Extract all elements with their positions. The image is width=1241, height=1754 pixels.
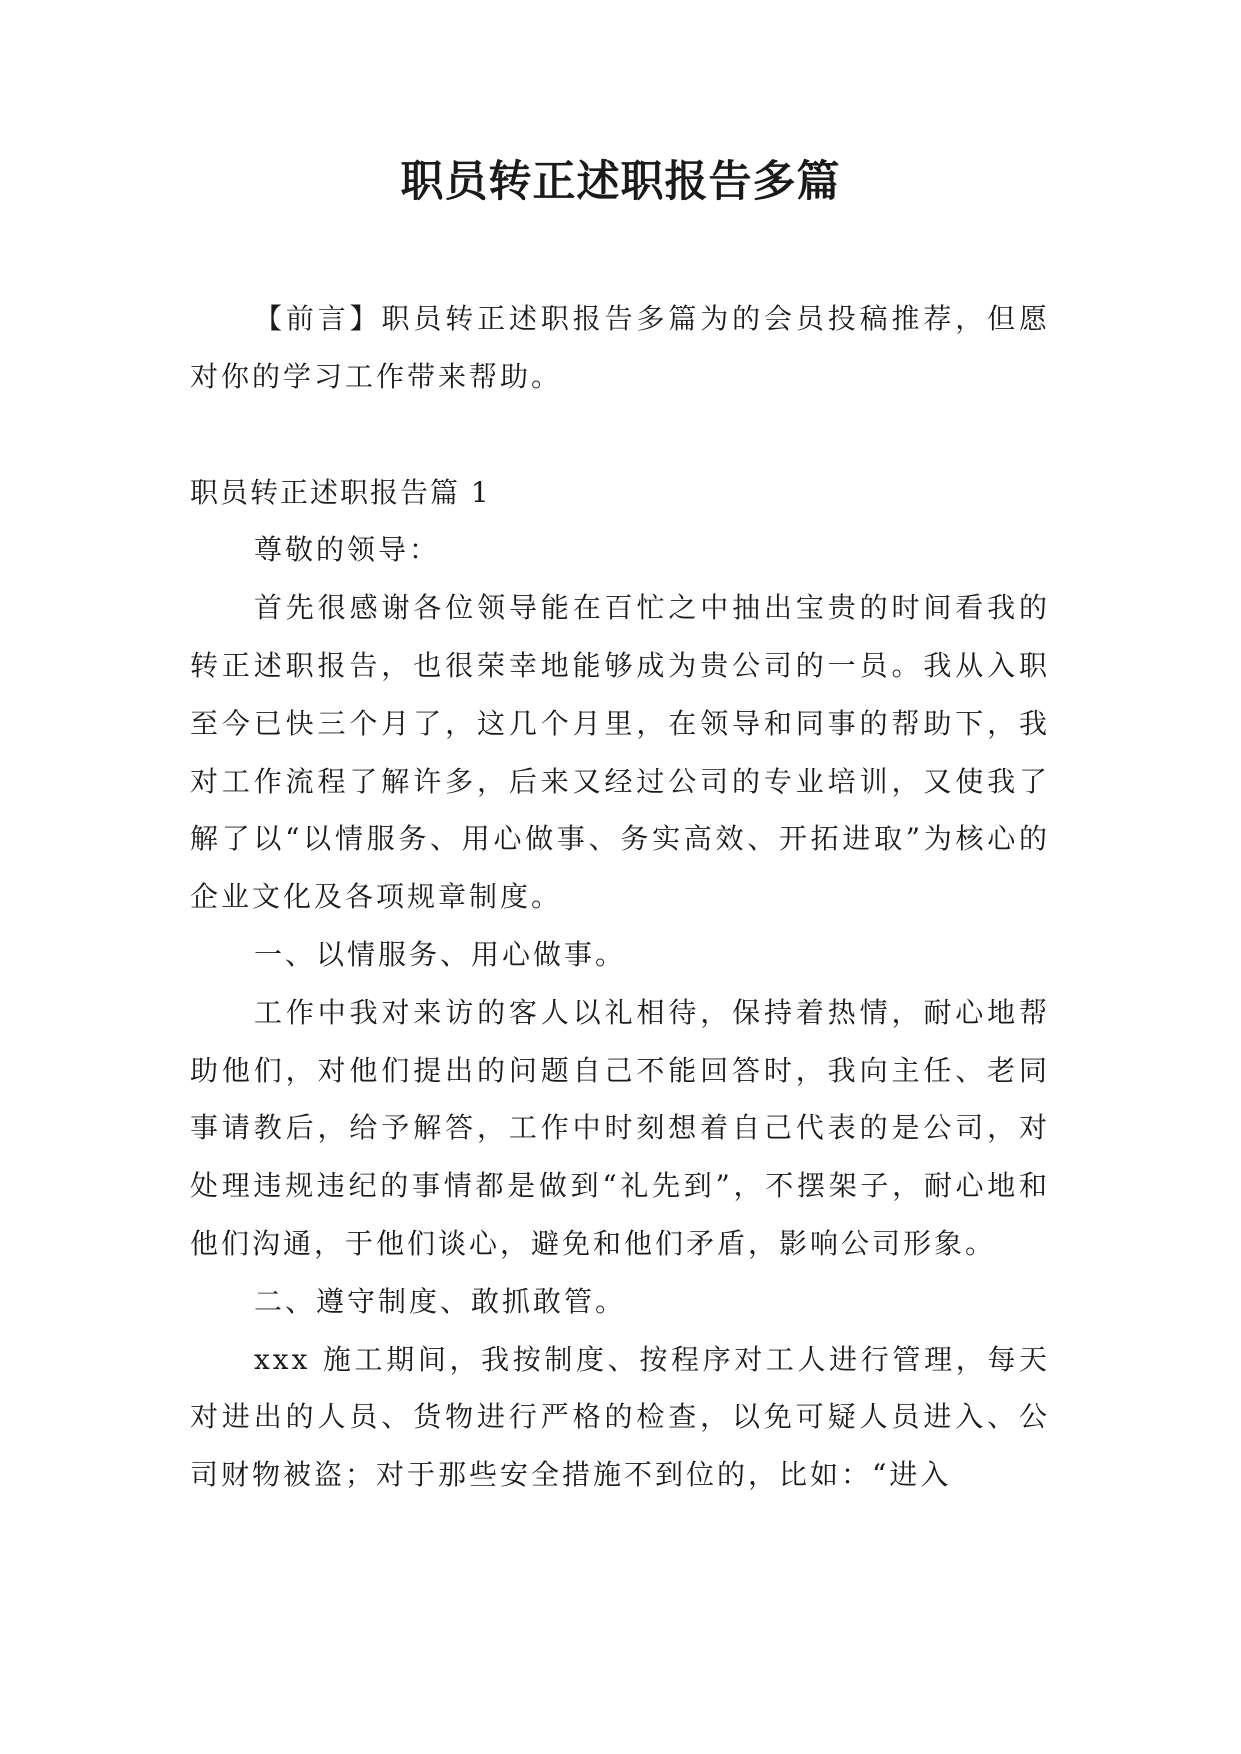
body-paragraph-service: 工作中我对来访的客人以礼相待，保持着热情，耐心地帮助他们，对他们提出的问题自己不能回答时，我向主任、老同事请教后，给予解答，工作中时刻想着自己代表的是公司，对处理违规违纪的事情都是做到“礼先到”，不摆架子，耐心地和他们沟通，于他们谈心，避免和他们矛盾，影响公司形象。 bbox=[190, 995, 1050, 1260]
greeting-line: 尊敬的领导： bbox=[254, 533, 441, 567]
body-paragraph-management: xxx 施工期间，我按制度、按程序对工人进行管理，每天对进出的人员、货物进行严格的检查，以免可疑人员进入、公司财物被盗；对于那些安全措施不到位的，比如：“进入 bbox=[190, 1342, 1050, 1492]
section-heading: 职员转正述职报告篇 1 bbox=[190, 475, 491, 509]
document-body bbox=[190, 290, 1050, 1504]
body-paragraph-intro: 首先很感谢各位领导能在百忙之中抽出宝贵的时间看我的转正述职报告，也很荣幸地能够成为贵公司的一员。我从入职至今已快三个月了，这几个月里，在领导和同事的帮助下，我对工作流程了解许多，后来又经过公司的专业培训，又使我了解了以“以情服务、用心做事、务实高效、开拓进取”为核心的企业文化及各项规章制度。 bbox=[190, 591, 1050, 914]
subheading-two: 二、遵守制度、敢抓敢管。 bbox=[254, 1284, 627, 1318]
subheading-one: 一、以情服务、用心做事。 bbox=[254, 937, 627, 971]
document-title: 职员转正述职报告多篇 bbox=[400, 157, 841, 207]
preface-paragraph: 【前言】职员转正述职报告多篇为的会员投稿推荐，但愿对你的学习工作带来帮助。 bbox=[190, 302, 1050, 393]
